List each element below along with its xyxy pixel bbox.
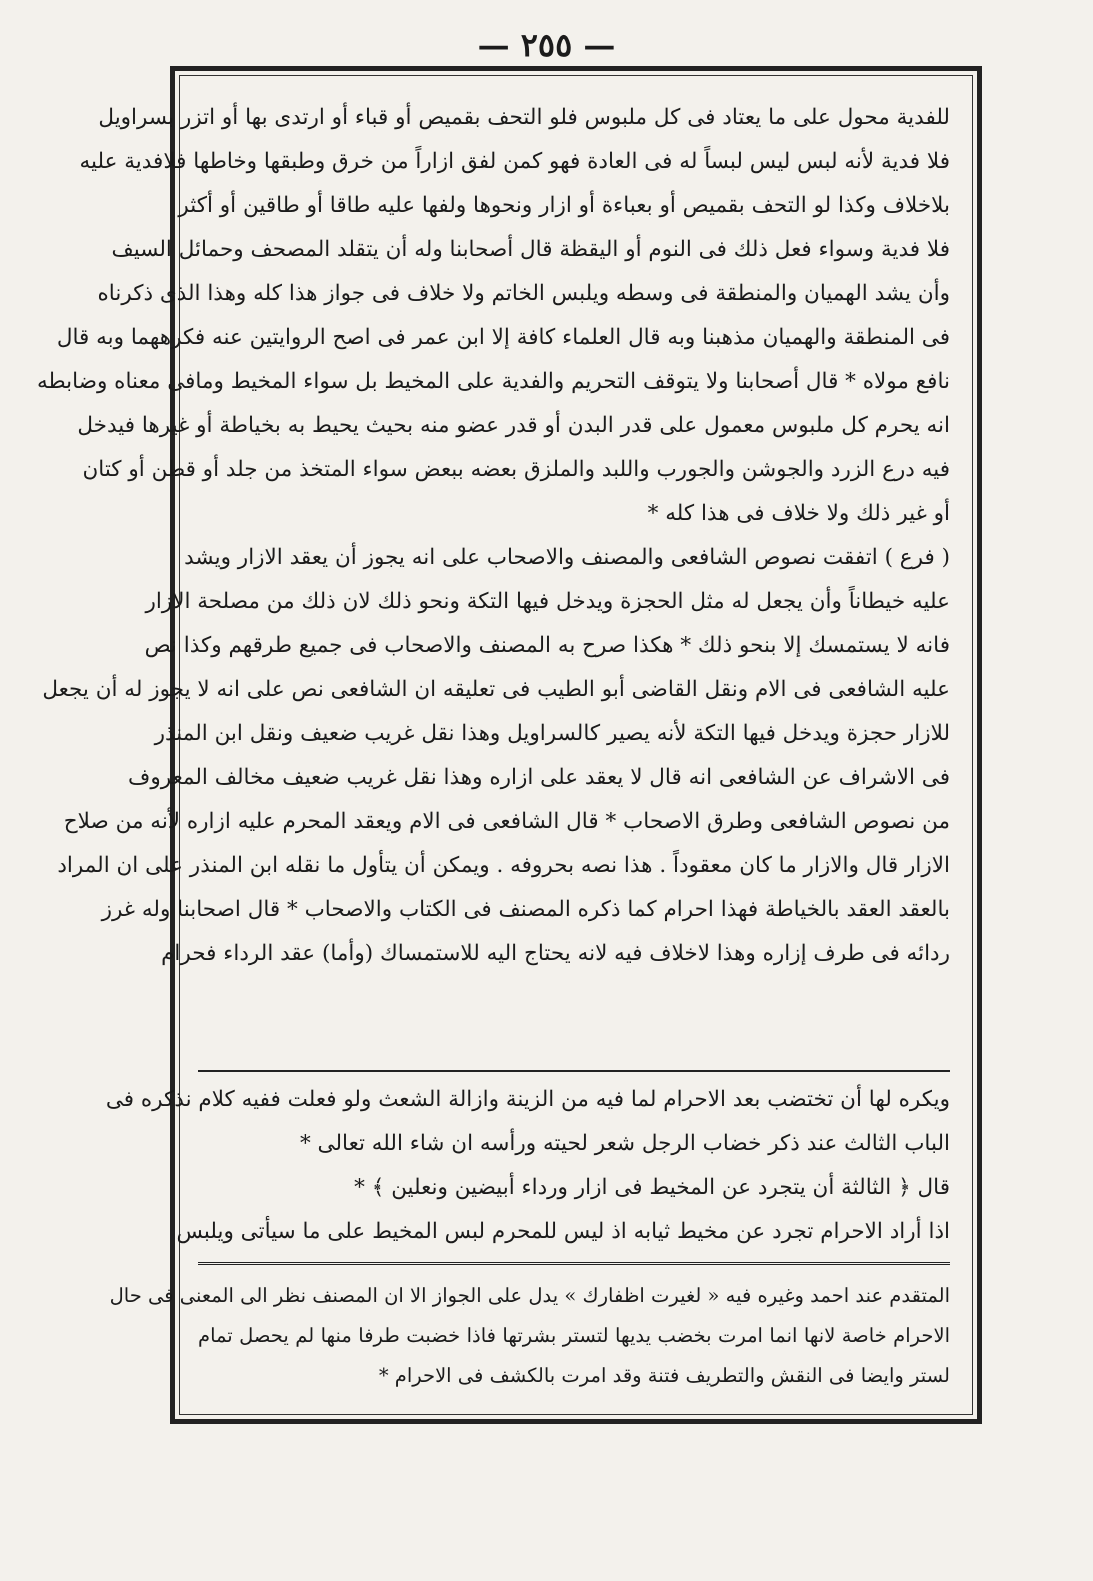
text-line: بلاخلاف وكذا لو التحف بقميص أو بعباءة أو ازار ونحوها ولفها عليه طاقا أو طاقين أو أكثر xyxy=(178,193,950,218)
text-line: انه يحرم كل ملبوس معمول على قدر البدن أو قدر عضو منه بحيث يحيط به بخياطة أو غيرها فيدخل xyxy=(77,413,950,438)
text-line: ردائه فى طرف إزاره وهذا لاخلاف فيه لانه يحتاج اليه للاستمساك (وأما) عقد الرداء فحرام xyxy=(161,941,950,966)
commentary-text xyxy=(105,1078,950,1254)
text-line: فيه درع الزرد والجوشن والجورب واللبد والملزق بعضه ببعض سواء المتخذ من جلد أو قطن أو كتان xyxy=(82,457,950,482)
footnote-line: المتقدم عند احمد وغيره فيه « لغيرت اظفارك » يدل على الجواز الا ان المصنف نظر الى المعنى فى حال xyxy=(109,1284,950,1307)
text-line: فلا فدية لأنه لبس ليس لبساً له فى العادة فهو كمن لفق ازاراً من خرق وطبقها وخاطها فلافدية عليه xyxy=(79,149,950,174)
text-line: الازار قال والازار ما كان معقوداً . هذا نصه بحروفه . ويمكن أن يتأول ما نقله ابن المنذر على ان المراد xyxy=(57,853,950,878)
text-line: اذا أراد الاحرام تجرد عن مخيط ثيابه اذ ليس للمحرم لبس المخيط على ما سيأتى ويلبس xyxy=(176,1219,950,1244)
text-line: أو غير ذلك ولا خلاف فى هذا كله * xyxy=(647,501,950,526)
footnote-line: الاحرام خاصة لانها انما امرت بخضب يديها لتستر بشرتها فاذا خضبت طرفا منها لم يحصل تمام xyxy=(198,1324,950,1347)
text-line: ويكره لها أن تختضب بعد الاحرام لما فيه من الزينة وازالة الشعث ولو فعلت ففيه كلام نذكره فى xyxy=(105,1087,950,1112)
text-line: قال ﴿ الثالثة أن يتجرد عن المخيط فى ازار ورداء أبيضين ونعلين ﴾ * xyxy=(354,1175,950,1200)
text-line: فانه لا يستمسك إلا بنحو ذلك * هكذا صرح به المصنف والاصحاب فى جميع طرقهم وكذا نص xyxy=(144,633,950,658)
page-frame xyxy=(37,66,982,1424)
text-line: من نصوص الشافعى وطرق الاصحاب * قال الشافعى فى الام ويعقد المحرم عليه ازاره لأنه من صلاح xyxy=(63,809,950,834)
page-number: — ٢٥٥ — xyxy=(477,26,616,64)
text-line: الباب الثالث عند ذكر خضاب الرجل شعر لحيته ورأسه ان شاء الله تعالى * xyxy=(299,1131,950,1156)
text-line: للازار حجزة ويدخل فيها التكة لأنه يصير كالسراويل وهذا نقل غريب ضعيف ونقل ابن المنذر xyxy=(154,721,950,746)
footnote-line: لستر وايضا فى النقش والتطريف فتنة وقد امرت بالكشف فى الاحرام * xyxy=(378,1364,950,1387)
text-line: ( فرع ) اتفقت نصوص الشافعى والمصنف والاصحاب على انه يجوز أن يعقد الازار ويشد xyxy=(184,545,950,570)
text-line: نافع مولاه * قال أصحابنا ولا يتوقف التحريم والفدية على المخيط بل سواء المخيط ومافى معناه وضابطه xyxy=(37,369,950,394)
footnote-divider xyxy=(198,1262,950,1265)
text-line: فى الاشراف عن الشافعى انه قال لا يعقد على ازاره وهذا نقل غريب ضعيف مخالف المعروف xyxy=(128,765,950,790)
text-line: عليه الشافعى فى الام ونقل القاضى أبو الطيب فى تعليقه ان الشافعى نص على انه لا يجوز له أن يجعل xyxy=(42,677,950,702)
page-frame-inner xyxy=(37,75,973,1415)
main-text xyxy=(37,96,950,976)
text-line: وأن يشد الهميان والمنطقة فى وسطه ويلبس الخاتم ولا خلاف فى جواز هذا كله وهذا الذى ذكرناه xyxy=(97,281,950,306)
footnote-text xyxy=(109,1276,950,1396)
text-line: فى المنطقة والهميان مذهبنا وبه قال العلماء كافة إلا ابن عمر فى اصح الروايتين عنه فكرههما وبه قال xyxy=(56,325,950,350)
text-line: للفدية محول على ما يعتاد فى كل ملبوس فلو التحف بقميص أو قباء أو ارتدى بها أو اتزر بسراويل xyxy=(98,105,950,130)
text-line: عليه خيطاناً وأن يجعل له مثل الحجزة ويدخل فيها التكة ونحو ذلك لان ذلك من مصلحة الازار xyxy=(145,589,950,614)
section-divider xyxy=(198,1070,950,1072)
text-line: فلا فدية وسواء فعل ذلك فى النوم أو اليقظة قال أصحابنا وله أن يتقلد المصحف وحمائل السيف xyxy=(111,237,950,262)
text-line: بالعقد العقد بالخياطة فهذا احرام كما ذكره المصنف فى الكتاب والاصحاب * قال اصحابنا وله غرز xyxy=(101,897,950,922)
